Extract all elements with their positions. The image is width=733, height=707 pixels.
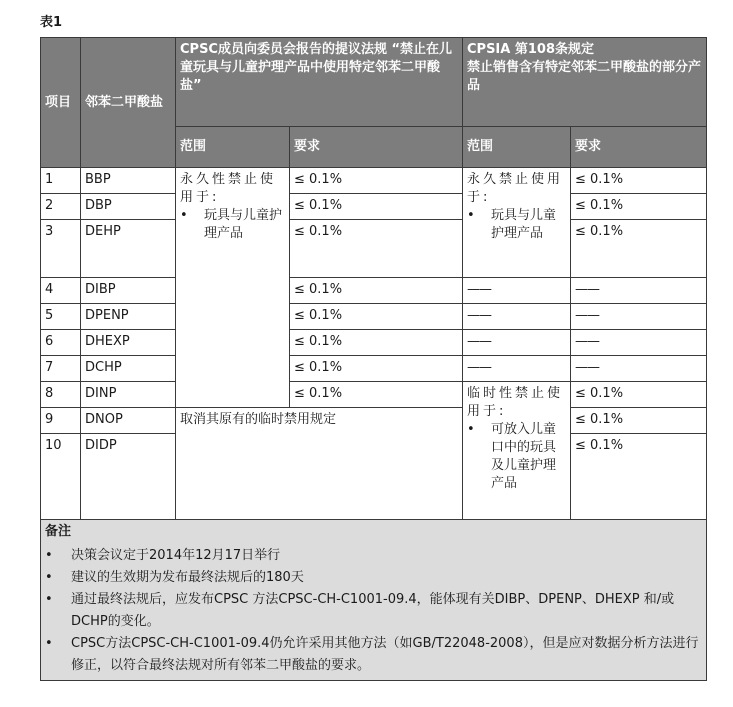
cpsia-scope-temporary-bullet <box>467 421 566 493</box>
bullet-icon: • <box>45 548 53 563</box>
header-cpsia-requirement: 要求 <box>571 127 707 168</box>
row-phthalate: DNOP <box>81 408 176 434</box>
row-phthalate: DIBP <box>81 278 176 304</box>
bullet-icon: • <box>45 592 53 607</box>
row-cpsia-requirement: ≤ 0.1% <box>571 382 707 408</box>
row-cpsia-requirement: ≤ 0.1% <box>571 194 707 220</box>
row-cpsc-requirement: ≤ 0.1% <box>290 278 463 304</box>
row-phthalate: DIDP <box>81 434 176 520</box>
row-phthalate: DCHP <box>81 356 176 382</box>
notes-cell <box>41 520 707 681</box>
cpsia-scope-temporary <box>463 382 571 520</box>
row-cpsia-requirement: —— <box>571 330 707 356</box>
row-number: 3 <box>41 220 81 278</box>
row-number: 6 <box>41 330 81 356</box>
row-cpsia-requirement: —— <box>571 278 707 304</box>
row-cpsia-requirement: —— <box>571 304 707 330</box>
row-cpsc-requirement: ≤ 0.1% <box>290 194 463 220</box>
row-cpsia-scope: —— <box>463 304 571 330</box>
bullet-icon: • <box>45 570 53 585</box>
header-cpsc-requirement: 要求 <box>290 127 463 168</box>
table-row <box>41 330 707 356</box>
table-row <box>41 278 707 304</box>
bullet-text: 玩具与儿童护理产品 <box>491 208 557 241</box>
header-row-1 <box>41 38 707 127</box>
cpsc-scope-permanent-bullet <box>180 207 285 243</box>
note-item <box>45 589 702 633</box>
bullet-text: 可放入儿童口中的玩具及儿童护理产品 <box>491 422 557 491</box>
row-cpsc-requirement: ≤ 0.1% <box>290 304 463 330</box>
row-cpsia-requirement: ≤ 0.1% <box>571 408 707 434</box>
row-phthalate: DHEXP <box>81 330 176 356</box>
row-cpsc-requirement: ≤ 0.1% <box>290 168 463 194</box>
row-phthalate: DBP <box>81 194 176 220</box>
bullet-icon: • <box>180 208 188 223</box>
row-cpsia-scope: —— <box>463 330 571 356</box>
row-number: 8 <box>41 382 81 408</box>
row-number: 4 <box>41 278 81 304</box>
row-phthalate: BBP <box>81 168 176 194</box>
note-text: 决策会议定于2014年12月17日举行 <box>71 548 281 563</box>
row-number: 10 <box>41 434 81 520</box>
note-text: 建议的生效期为发布最终法规后的180天 <box>71 570 304 585</box>
bullet-icon: • <box>45 636 53 651</box>
note-item <box>45 633 702 677</box>
note-item <box>45 567 702 589</box>
table-row <box>41 408 707 434</box>
row-cpsc-requirement: ≤ 0.1% <box>290 330 463 356</box>
cpsc-scope-permanent-text: 永久性禁止使用于: <box>180 172 277 205</box>
row-cpsc-requirement: ≤ 0.1% <box>290 356 463 382</box>
table-row <box>41 168 707 194</box>
header-cpsia-line2: 禁止销售含有特定邻苯二甲酸盐的部分产品 <box>467 60 702 93</box>
table-row <box>41 220 707 278</box>
table-row <box>41 194 707 220</box>
row-cpsia-requirement: ≤ 0.1% <box>571 168 707 194</box>
row-cpsc-requirement: ≤ 0.1% <box>290 382 463 408</box>
header-cpsia-scope: 范围 <box>463 127 571 168</box>
row-number: 7 <box>41 356 81 382</box>
bullet-icon: • <box>467 208 475 223</box>
table-caption: 表1 <box>40 15 63 30</box>
notes-title: 备注 <box>45 524 72 539</box>
cpsia-scope-permanent <box>463 168 571 278</box>
notes-row <box>41 520 707 681</box>
header-phthalate: 邻苯二甲酸盐 <box>81 38 176 168</box>
cpsia-scope-temporary-text: 临时性禁止使用于: <box>467 386 564 419</box>
bullet-icon: • <box>467 422 475 437</box>
phthalate-regulation-table <box>40 37 707 681</box>
row-cpsc-requirement: ≤ 0.1% <box>290 220 463 278</box>
cpsc-scope-permanent <box>176 168 290 408</box>
note-text: 通过最终法规后，应发布CPSC 方法CPSC-CH-C1001-09.4，能体现有关DIBP、DPENP、DHEXP 和/或DCHP的变化。 <box>71 592 675 629</box>
cpsc-scope-cancel: 取消其原有的临时禁用规定 <box>176 408 463 520</box>
header-cpsia-line1: CPSIA 第108条规定 <box>467 42 594 57</box>
row-phthalate: DPENP <box>81 304 176 330</box>
row-number: 1 <box>41 168 81 194</box>
note-text: CPSC方法CPSC-CH-C1001-09.4仍允许采用其他方法（如GB/T22048-2008），但是应对数据分析方法进行修正，以符合最终法规对所有邻苯二甲酸盐的要求。 <box>71 636 699 673</box>
row-phthalate: DEHP <box>81 220 176 278</box>
row-cpsia-scope: —— <box>463 356 571 382</box>
table-row <box>41 356 707 382</box>
row-cpsia-requirement: ≤ 0.1% <box>571 220 707 278</box>
row-phthalate: DINP <box>81 382 176 408</box>
header-cpsia <box>463 38 707 127</box>
header-item: 项目 <box>41 38 81 168</box>
header-cpsc-scope: 范围 <box>176 127 290 168</box>
row-number: 5 <box>41 304 81 330</box>
row-number: 2 <box>41 194 81 220</box>
bullet-text: 玩具与儿童护理产品 <box>204 208 283 241</box>
cpsia-scope-permanent-bullet <box>467 207 566 243</box>
note-item <box>45 545 702 567</box>
table-row <box>41 382 707 408</box>
cpsia-scope-permanent-text: 永久禁止使用于: <box>467 172 564 205</box>
row-cpsia-scope: —— <box>463 278 571 304</box>
header-cpsc: CPSC成员向委员会报告的提议法规 “禁止在儿童玩具与儿童护理产品中使用特定邻苯二甲酸盐” <box>176 38 463 127</box>
table-row <box>41 304 707 330</box>
row-cpsia-requirement: —— <box>571 356 707 382</box>
row-cpsia-requirement: ≤ 0.1% <box>571 434 707 520</box>
row-number: 9 <box>41 408 81 434</box>
